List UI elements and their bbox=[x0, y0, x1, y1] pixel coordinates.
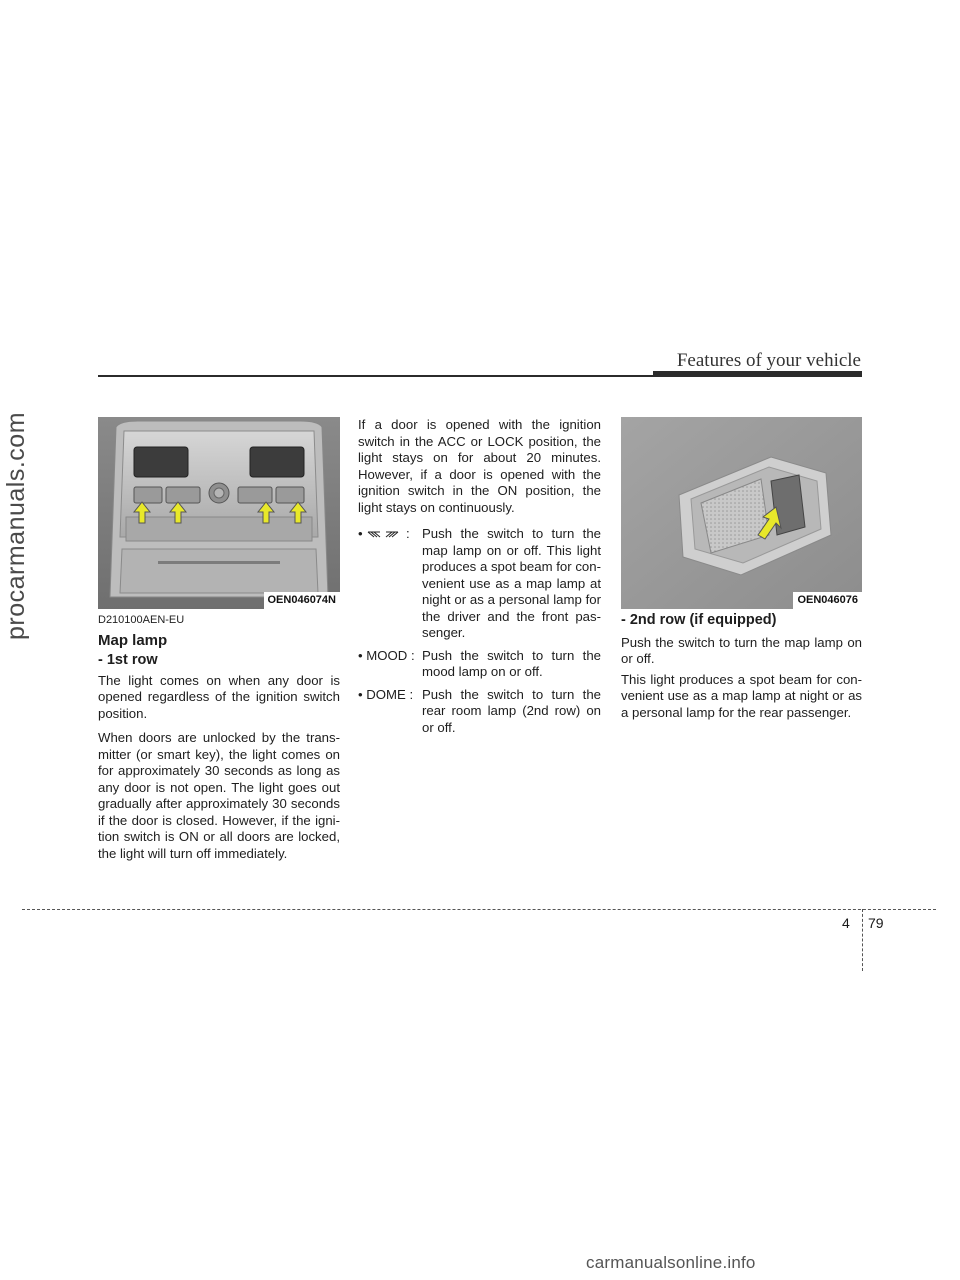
column-3 bbox=[621, 612, 862, 729]
bullet-term: • DOME : bbox=[358, 686, 414, 702]
footer-rule bbox=[22, 909, 936, 910]
map-lamp-icon bbox=[366, 529, 402, 541]
paragraph: Push the switch to turn the map lamp on or off. bbox=[621, 634, 862, 666]
bullet-term: • : bbox=[358, 526, 410, 541]
bottom-watermark: carmanualsonline.info bbox=[586, 1253, 756, 1272]
list-item bbox=[358, 687, 601, 737]
subsection-title-1st-row: - 1st row bbox=[98, 652, 158, 668]
paragraph: This light produces a spot beam for con-venient use as a map lamp at night or as a personal lamp for the rear passenger. bbox=[621, 671, 862, 720]
figure-rear-map-lamp bbox=[621, 417, 862, 609]
figure-caption-right: OEN046076 bbox=[793, 592, 862, 609]
figure-overhead-console bbox=[98, 417, 340, 609]
section-title: Map lamp bbox=[98, 631, 168, 649]
rear-map-lamp-illustration bbox=[621, 417, 862, 609]
page-number: 79 bbox=[868, 915, 884, 931]
list-item bbox=[358, 526, 601, 642]
side-watermark: procarmanuals.com bbox=[2, 411, 30, 640]
bullet-definition: Push the switch to turn the map lamp on or off. This light produces a spot beam for con-venient use as a map lamp at night or as a personal lamp for the driver and the front pas-senger. bbox=[422, 526, 601, 640]
page-section-number: 4 bbox=[842, 915, 850, 931]
paragraph: If a door is opened with the ignition switch in the ACC or LOCK position, the light stays on for about 20 minutes. However, if a door is opened with the ignition switch in the ON position, the light stays on continuously. bbox=[358, 417, 601, 515]
paragraph: The light comes on when any door is opened regardless of the ignition switch position. bbox=[98, 672, 340, 721]
header-rule-accent bbox=[653, 371, 862, 377]
section-header-title: Features of your vehicle bbox=[676, 350, 861, 371]
paragraph: When doors are unlocked by the trans-mitter (or smart key), the light comes on for approximately 30 seconds as long as any door is not open. The light goes out gradually after approximately 30 seconds if the door is closed. However, if the igni-tion switch is ON or all doors are locked, the light will turn off immediately. bbox=[98, 730, 340, 861]
bullet-term: • MOOD : bbox=[358, 647, 415, 663]
column-2 bbox=[358, 417, 601, 742]
bullet-definition: Push the switch to turn the mood lamp on or off. bbox=[422, 647, 601, 679]
footer-divider bbox=[862, 909, 863, 971]
bullet-definition: Push the switch to turn the rear room lamp (2nd row) on or off. bbox=[422, 686, 601, 735]
column-1 bbox=[98, 612, 340, 870]
overhead-console-illustration bbox=[98, 417, 340, 609]
subsection-title-2nd-row: - 2nd row (if equipped) bbox=[621, 612, 777, 628]
list-item bbox=[358, 648, 601, 681]
figure-caption-left: OEN046074N bbox=[264, 592, 341, 609]
section-code: D210100AEN-EU bbox=[98, 614, 185, 626]
